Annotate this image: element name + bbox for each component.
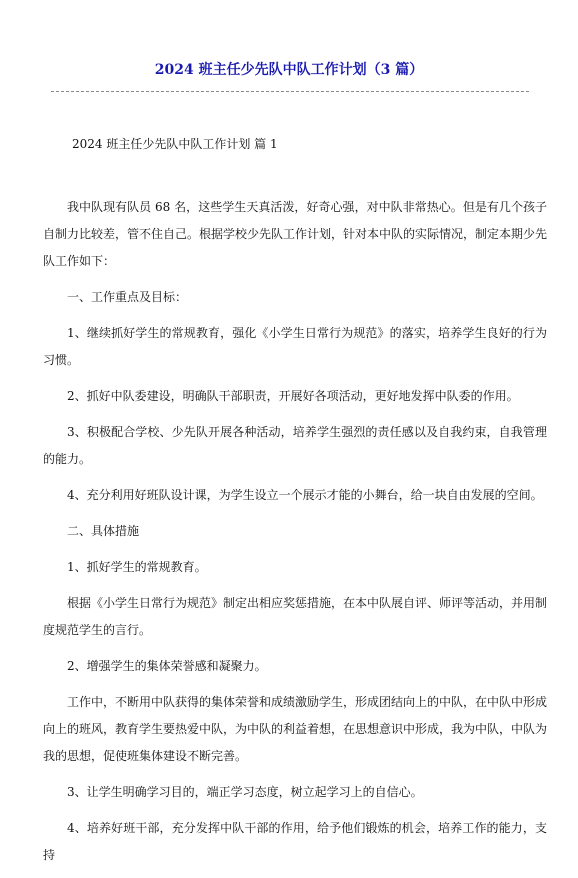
paragraph: 根据《小学生日常行为规范》制定出相应奖惩措施，在本中队展自评、师评等活动，并用制度规范学生的言行。 xyxy=(43,596,548,637)
document-title: 2024 班主任少先队中队工作计划（3 篇） xyxy=(154,62,424,78)
paragraph: 3、积极配合学校、少先队开展各种活动，培养学生强烈的责任感以及自我约束，自我管理的能力。 xyxy=(43,425,547,466)
paragraph: 一、工作重点及目标： xyxy=(67,290,188,304)
paragraph: 1、继续抓好学生的常规教育，强化《小学生日常行为规范》的落实，培养学生良好的行为习惯。 xyxy=(43,326,547,367)
paragraph: 1、抓好学生的常规教育。 xyxy=(67,560,207,574)
paragraph: 4、培养好班干部，充分发挥中队干部的作用，给予他们锻炼的机会，培养工作的能力，支持 xyxy=(43,821,547,862)
document-body xyxy=(43,194,547,878)
section-heading: 2024 班主任少先队中队工作计划 篇 1 xyxy=(72,137,278,151)
title-divider xyxy=(51,91,529,92)
paragraph: 2、增强学生的集体荣誉感和凝聚力。 xyxy=(67,659,267,673)
paragraph: 二、具体措施 xyxy=(67,524,140,538)
paragraph: 4、充分利用好班队设计课，为学生设立一个展示才能的小舞台，给一块自由发展的空间。 xyxy=(67,488,543,502)
paragraph: 我中队现有队员 68 名，这些学生天真活泼，好奇心强，对中队非常热心。但是有几个孩子自制力比较差，管不住自己。根据学校少先队工作计划，针对本中队的实际情况，制定本期少先队工作如下： xyxy=(43,200,548,268)
paragraph: 3、让学生明确学习目的，端正学习态度，树立起学习上的自信心。 xyxy=(67,785,423,799)
paragraph: 2、抓好中队委建设，明确队干部职责，开展好各项活动，更好地发挥中队委的作用。 xyxy=(67,389,519,403)
paragraph: 工作中，不断用中队获得的集体荣誉和成绩激励学生，形成团结向上的中队，在中队中形成向上的班风，教育学生要热爱中队，为中队的利益着想，在思想意识中形成，我为中队，中队为我的思想，促使班集体建设不断完善。 xyxy=(43,695,548,763)
